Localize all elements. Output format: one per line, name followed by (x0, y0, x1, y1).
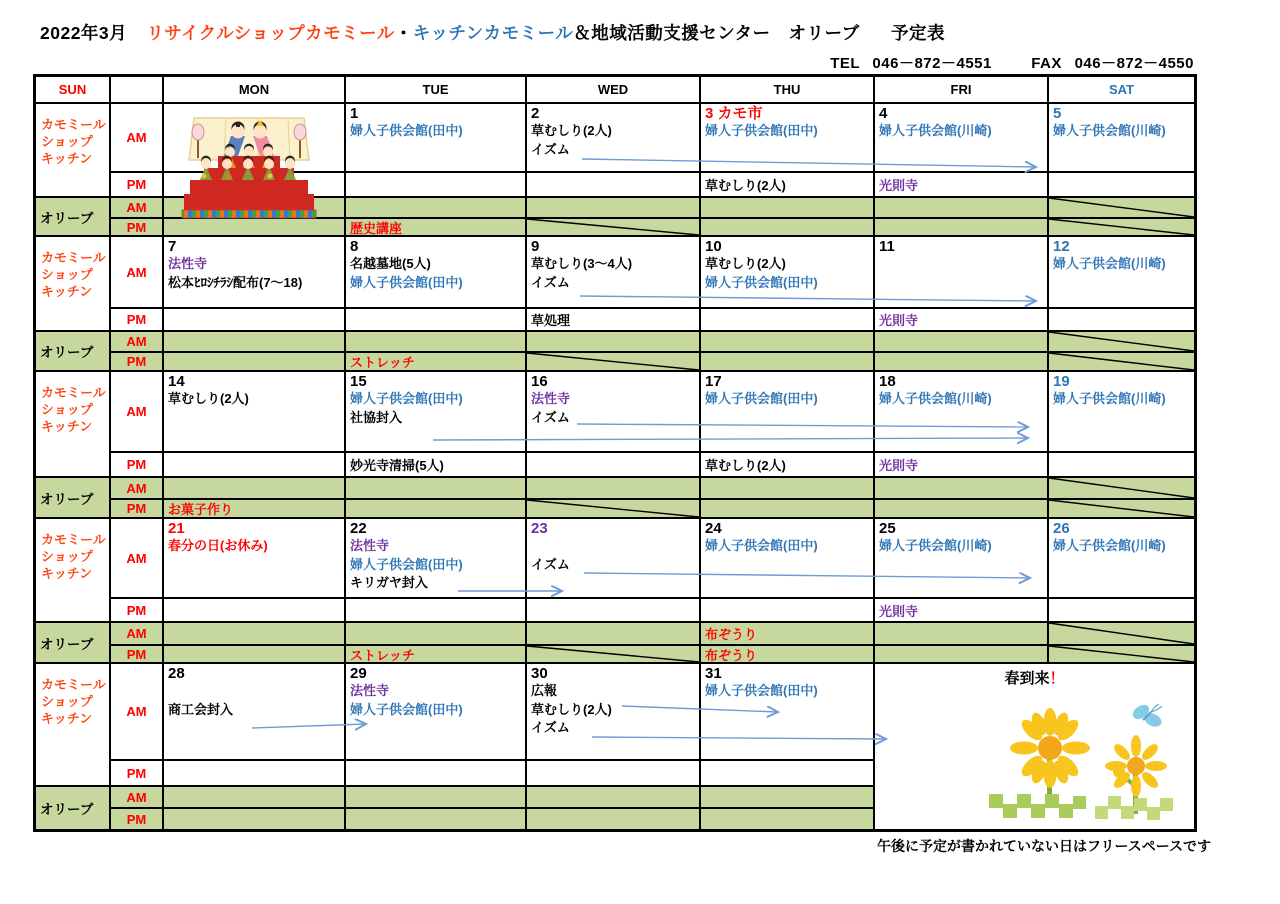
olive-cell-pm-mon (163, 352, 345, 371)
event-text: イズム (531, 720, 570, 735)
header-label: MON (238, 82, 270, 97)
spring-note-bang: ！ (1049, 670, 1065, 687)
day-cell-am-fri (874, 371, 1048, 452)
olive-cell-am-sat (1048, 622, 1195, 645)
title-dot: ・ (394, 23, 413, 43)
olive-am-label: AM (110, 786, 163, 808)
day-cell-am-tue (345, 518, 526, 598)
day-cell-pm-mon (163, 308, 345, 331)
event-text: 草処理 (531, 313, 571, 328)
header-label: SUN (58, 82, 87, 97)
event-text: 草むしり(2人) (705, 256, 786, 271)
day-number: 24 (705, 520, 722, 537)
olive-cell-pm-wed (526, 808, 700, 830)
row-label-line: ショップ (41, 694, 93, 709)
olive-cell-pm-mon (163, 645, 345, 663)
olive-am-label: AM (110, 622, 163, 645)
olive-cell-am-wed (526, 622, 700, 645)
olive-cell-am-wed (526, 477, 700, 499)
event-text: 光則寺 (879, 458, 919, 473)
header-wed (526, 76, 700, 103)
olive-cell-am-sat (1048, 197, 1195, 218)
event-text: 婦人子供会館(川崎) (879, 538, 992, 553)
day-cell-am-mon (163, 371, 345, 452)
olive-cell-am-tue (345, 331, 526, 352)
row-label-line: カモミール (41, 532, 106, 547)
page-title (40, 20, 945, 45)
day-cell-pm-tue (345, 452, 526, 477)
event-text: 歴史講座 (350, 220, 403, 236)
olive-cell-pm-fri (874, 352, 1048, 371)
event-text: 布ぞうり (705, 647, 758, 663)
olive-cell-pm-sat (1048, 218, 1195, 236)
event-text: 婦人子供会館(川崎) (1053, 538, 1166, 553)
event-text: 光則寺 (879, 603, 919, 619)
pm-label: PM (110, 452, 163, 477)
event-text: 法性寺 (168, 256, 208, 271)
row-label-olive: オリーブ (35, 331, 110, 371)
row-label-olive: オリーブ (35, 622, 110, 663)
olive-cell-am-tue (345, 197, 526, 218)
day-cell-am-fri (874, 518, 1048, 598)
olive-cell-pm-sat (1048, 499, 1195, 518)
day-cell-pm-tue (345, 760, 526, 786)
day-cell-pm-mon (163, 172, 345, 197)
day-number: 11 (879, 238, 895, 255)
day-cell-am-sat (1048, 371, 1195, 452)
olive-cell-am-fri (874, 622, 1048, 645)
day-cell-pm-tue (345, 172, 526, 197)
olive-cell-am-mon (163, 197, 345, 218)
title-suffix: 予定表 (891, 23, 946, 43)
event-text: 婦人子供会館(田中) (705, 274, 818, 290)
event-text: 草むしり(2人) (705, 178, 786, 193)
olive-am-label: AM (110, 477, 163, 499)
day-cell-am-mon (163, 103, 345, 172)
olive-cell-pm-thu (700, 645, 874, 663)
olive-cell-pm-thu (700, 499, 874, 518)
event-text: ストレッチ (350, 647, 415, 663)
olive-cell-am-mon (163, 786, 345, 808)
olive-cell-am-wed (526, 331, 700, 352)
olive-cell-am-mon (163, 477, 345, 499)
header-tue (345, 76, 526, 103)
olive-cell-pm-thu (700, 218, 874, 236)
event-text: 婦人子供会館(田中) (350, 123, 463, 138)
event-text: 社協封入 (350, 409, 403, 425)
day-cell-pm-sat (1048, 308, 1195, 331)
day-cell-pm-mon (163, 598, 345, 622)
event-text: イズム (531, 556, 570, 572)
day-number: 22 (350, 520, 367, 537)
title-year-month: 2022年3月 (40, 23, 128, 43)
event-text: 草むしり(3～4人) (531, 256, 633, 271)
day-cell-am-thu (700, 371, 874, 452)
olive-cell-pm-mon (163, 218, 345, 236)
olive-cell-am-thu (700, 197, 874, 218)
day-cell-am-thu (700, 663, 874, 760)
am-label: AM (110, 103, 163, 172)
olive-cell-pm-wed (526, 645, 700, 663)
olive-cell-am-sat (1048, 477, 1195, 499)
day-cell-pm-thu (700, 598, 874, 622)
am-label: AM (110, 371, 163, 452)
olive-cell-pm-fri (874, 218, 1048, 236)
day-number: 31 (705, 665, 722, 682)
olive-cell-am-thu (700, 622, 874, 645)
row-label-line: キッチン (41, 711, 93, 726)
pm-label: PM (110, 172, 163, 197)
merged-spring-cell (874, 663, 1195, 830)
header-label: SAT (1108, 82, 1135, 97)
day-number: 14 (168, 373, 185, 390)
event-text: 草むしり(2人) (168, 391, 249, 406)
header-sat (1048, 76, 1195, 103)
day-cell-pm-fri (874, 172, 1048, 197)
row-label-line: ショップ (41, 134, 93, 149)
day-number: 30 (531, 665, 548, 682)
day-cell-am-sat (1048, 103, 1195, 172)
day-cell-pm-sat (1048, 172, 1195, 197)
event-text (527, 537, 699, 556)
day-cell-am-mon (163, 518, 345, 598)
olive-pm-label: PM (110, 499, 163, 518)
event-text: 光則寺 (879, 313, 919, 328)
olive-cell-pm-wed (526, 352, 700, 371)
day-number: 12 (1053, 238, 1070, 255)
event-text: キリガヤ封入 (350, 575, 428, 590)
event-text: 婦人子供会館(田中) (350, 274, 463, 290)
day-cell-am-mon (163, 236, 345, 308)
event-text: 名越墓地(5人) (350, 256, 431, 271)
row-label-line: カモミール (41, 117, 106, 132)
spring-note-text: 春到来 (1004, 670, 1050, 687)
fax-number: 046－872－4550 (1074, 55, 1194, 72)
event-text: 婦人子供会館(田中) (350, 391, 463, 406)
row-label-line: キッチン (41, 566, 93, 581)
olive-cell-am-thu (700, 477, 874, 499)
spring-note (875, 664, 1194, 688)
day-cell-pm-thu (700, 760, 874, 786)
day-number: 16 (531, 373, 548, 390)
day-number: 1 (350, 105, 359, 122)
day-cell-am-wed (526, 103, 700, 172)
event-text (164, 682, 344, 701)
header-thu (700, 76, 874, 103)
pm-label: PM (110, 598, 163, 622)
title-shop1: リサイクルショップカモミール (146, 23, 395, 43)
olive-cell-am-fri (874, 331, 1048, 352)
event-text: 草むしり(2人) (531, 701, 612, 717)
row-label-line: ショップ (41, 402, 93, 417)
day-number: 17 (705, 373, 722, 390)
header-label: THU (773, 82, 801, 97)
day-cell-pm-wed (526, 760, 700, 786)
event-text: 婦人子供会館(川崎) (879, 123, 992, 138)
olive-cell-pm-mon (163, 499, 345, 518)
title-shop2: キッチンカモミール (412, 23, 574, 43)
header-label: WED (597, 82, 629, 97)
day-number: 23 (531, 520, 548, 537)
event-text: イズム (531, 141, 570, 157)
header-fri (874, 76, 1048, 103)
day-cell-am-sat (1048, 518, 1195, 598)
olive-cell-pm-wed (526, 499, 700, 518)
day-number: 3 カモ市 (705, 105, 763, 122)
row-label-line: カモミール (41, 250, 106, 265)
day-cell-am-fri (874, 103, 1048, 172)
row-label-chamomile (35, 518, 110, 622)
day-cell-pm-thu (700, 172, 874, 197)
day-cell-am-thu (700, 518, 874, 598)
header-sun (35, 76, 110, 103)
event-text: 広報 (531, 683, 558, 698)
row-label-line: キッチン (41, 151, 93, 166)
event-text: ストレッチ (350, 355, 415, 370)
event-text: 法性寺 (350, 538, 390, 553)
row-label-olive: オリーブ (35, 197, 110, 236)
day-number: 8 (350, 238, 359, 255)
day-cell-pm-tue (345, 308, 526, 331)
day-number: 19 (1053, 373, 1070, 390)
olive-cell-am-wed (526, 197, 700, 218)
day-cell-am-wed (526, 371, 700, 452)
olive-cell-pm-thu (700, 808, 874, 830)
am-label: AM (110, 518, 163, 598)
olive-cell-am-tue (345, 786, 526, 808)
event-text: 法性寺 (350, 683, 390, 698)
day-number: 25 (879, 520, 896, 537)
olive-am-label: AM (110, 197, 163, 218)
olive-cell-pm-thu (700, 352, 874, 371)
row-label-chamomile (35, 103, 110, 197)
event-text: 婦人子供会館(田中) (350, 701, 463, 717)
day-number: 7 (168, 238, 177, 255)
day-cell-pm-wed (526, 172, 700, 197)
row-label-line: ショップ (41, 267, 93, 282)
row-label-chamomile (35, 236, 110, 331)
event-text: 婦人子供会館(田中) (705, 391, 818, 406)
day-cell-am-thu (700, 103, 874, 172)
row-label-line: キッチン (41, 419, 93, 434)
olive-cell-am-tue (345, 477, 526, 499)
day-cell-am-wed (526, 236, 700, 308)
olive-cell-am-fri (874, 197, 1048, 218)
day-number: 15 (350, 373, 367, 390)
olive-cell-am-mon (163, 331, 345, 352)
event-text: 妙光寺清掃(5人) (350, 458, 444, 473)
olive-pm-label: PM (110, 808, 163, 830)
olive-cell-pm-mon (163, 808, 345, 830)
event-text: 光則寺 (879, 178, 919, 193)
am-label: AM (110, 236, 163, 308)
day-cell-pm-mon (163, 760, 345, 786)
olive-cell-pm-wed (526, 218, 700, 236)
day-number: 5 (1053, 105, 1062, 122)
day-cell-am-wed (526, 663, 700, 760)
event-text: イズム (531, 409, 570, 425)
footer-note: 午後に予定が書かれていない日はフリースペースです (877, 838, 1212, 854)
pm-label: PM (110, 760, 163, 786)
day-number: 29 (350, 665, 367, 682)
title-rest: ＆地域活動支援センター オリーブ (573, 23, 860, 43)
olive-cell-am-wed (526, 786, 700, 808)
header-label: FRI (950, 82, 972, 97)
event-text: 布ぞうり (705, 627, 758, 642)
olive-cell-pm-tue (345, 218, 526, 236)
olive-cell-am-mon (163, 622, 345, 645)
row-label-line: カモミール (41, 385, 106, 400)
row-label-line: カモミール (41, 677, 106, 692)
olive-pm-label: PM (110, 352, 163, 371)
day-cell-am-tue (345, 371, 526, 452)
olive-cell-pm-tue (345, 352, 526, 371)
header-label: TUE (422, 82, 449, 97)
event-text: 婦人子供会館(川崎) (879, 391, 992, 406)
day-cell-pm-wed (526, 452, 700, 477)
day-cell-am-tue (345, 236, 526, 308)
olive-cell-am-thu (700, 786, 874, 808)
event-text: 婦人子供会館(田中) (705, 683, 818, 698)
event-text: 婦人子供会館(田中) (350, 556, 463, 572)
day-cell-pm-thu (700, 452, 874, 477)
event-text: 商工会封入 (168, 701, 234, 717)
event-text: イズム (531, 274, 570, 290)
tel-number: 046－872－4551 (872, 55, 992, 72)
event-text: 法性寺 (531, 391, 571, 406)
day-cell-pm-wed (526, 308, 700, 331)
event-text: 草むしり(2人) (531, 123, 612, 138)
day-cell-am-tue (345, 103, 526, 172)
day-cell-am-tue (345, 663, 526, 760)
day-cell-am-wed (526, 518, 700, 598)
day-cell-pm-mon (163, 452, 345, 477)
olive-pm-label: PM (110, 218, 163, 236)
tel-label: TEL (830, 55, 860, 72)
event-text: 婦人子供会館(川崎) (1053, 123, 1166, 138)
day-cell-pm-wed (526, 598, 700, 622)
day-cell-pm-fri (874, 308, 1048, 331)
olive-cell-pm-tue (345, 645, 526, 663)
event-text: 婦人子供会館(川崎) (1053, 256, 1166, 271)
olive-am-label: AM (110, 331, 163, 352)
day-cell-pm-tue (345, 598, 526, 622)
olive-cell-pm-fri (874, 499, 1048, 518)
day-number: 18 (879, 373, 896, 390)
day-cell-pm-fri (874, 598, 1048, 622)
olive-cell-pm-fri (874, 645, 1048, 663)
olive-cell-am-sat (1048, 331, 1195, 352)
day-cell-am-thu (700, 236, 874, 308)
row-label-chamomile (35, 371, 110, 477)
am-label: AM (110, 663, 163, 760)
header-mon (163, 76, 345, 103)
event-text: 婦人子供会館(田中) (705, 538, 818, 553)
day-cell-pm-thu (700, 308, 874, 331)
contact-info (830, 52, 1194, 73)
day-number: 28 (168, 665, 185, 682)
event-text: 婦人子供会館(田中) (705, 123, 818, 138)
day-number: 4 (879, 105, 888, 122)
day-cell-am-sat (1048, 236, 1195, 308)
olive-cell-pm-sat (1048, 645, 1195, 663)
olive-cell-pm-tue (345, 808, 526, 830)
row-label-olive: オリーブ (35, 786, 110, 830)
olive-pm-label: PM (110, 645, 163, 663)
olive-cell-am-tue (345, 622, 526, 645)
olive-cell-pm-sat (1048, 352, 1195, 371)
day-number: 10 (705, 238, 722, 255)
olive-cell-am-thu (700, 331, 874, 352)
day-cell-pm-fri (874, 452, 1048, 477)
row-label-chamomile (35, 663, 110, 786)
day-cell-am-fri (874, 236, 1048, 308)
day-number: 2 (531, 105, 540, 122)
row-label-line: キッチン (41, 284, 93, 299)
day-cell-am-mon (163, 663, 345, 760)
day-number: 21 (168, 520, 185, 537)
event-text: 春分の日(お休み) (168, 538, 268, 553)
fax-label: FAX (1031, 55, 1062, 72)
row-label-line: ショップ (41, 549, 93, 564)
event-text: 婦人子供会館(川崎) (1053, 391, 1166, 406)
event-text: 草むしり(2人) (705, 458, 786, 473)
pm-label: PM (110, 308, 163, 331)
day-cell-pm-sat (1048, 598, 1195, 622)
day-number: 26 (1053, 520, 1070, 537)
olive-cell-am-fri (874, 477, 1048, 499)
event-text: お菓子作り (168, 502, 234, 517)
header-spacer (110, 76, 163, 103)
event-text: 松本ﾋﾛｼﾁﾗｼ配布(7～18) (168, 274, 303, 290)
day-cell-pm-sat (1048, 452, 1195, 477)
day-number: 9 (531, 238, 540, 255)
row-label-olive: オリーブ (35, 477, 110, 518)
calendar-table (33, 74, 1197, 832)
olive-cell-pm-tue (345, 499, 526, 518)
